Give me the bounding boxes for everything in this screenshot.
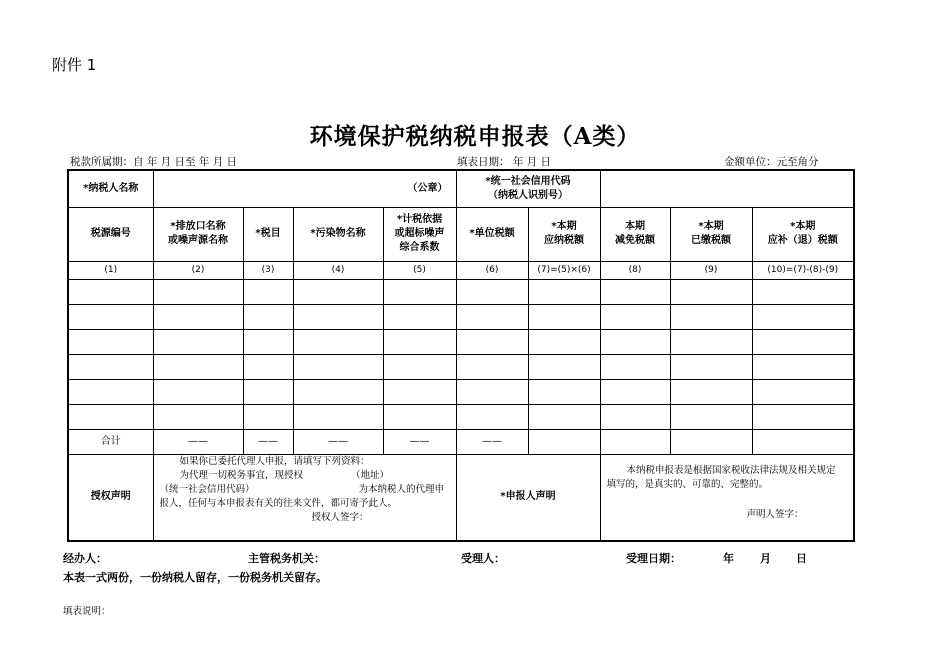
total-row (68, 429, 854, 454)
table-cell[interactable] (528, 379, 600, 404)
table-cell[interactable] (528, 329, 600, 354)
decl-line-1: 本纳税申报表是根据国家税收法律法规及相关规定 (626, 464, 836, 476)
col-header-outlet-name (153, 207, 243, 261)
col-header-tax-item (243, 207, 293, 261)
decl-line-2: 填写的，是真实的、可靠的、完整的。 (606, 478, 769, 490)
col-header-line: *本期 (790, 221, 816, 232)
column-header-row (68, 207, 854, 261)
table-cell[interactable] (293, 354, 383, 379)
table-cell[interactable] (528, 404, 600, 429)
table-cell[interactable] (600, 304, 670, 329)
table-row (68, 379, 854, 404)
table-row (68, 279, 854, 304)
total-label: 合计 (68, 429, 153, 454)
form-title: 环境保护税纳税申报表（A类） (309, 123, 641, 150)
auth-line-1: 如果你已委托代理人申报，请填写下列资料： (179, 455, 370, 467)
table-cell[interactable] (383, 404, 456, 429)
col-header-line: 应补（退）税额 (767, 235, 838, 246)
table-cell[interactable] (153, 354, 243, 379)
table-cell[interactable] (68, 304, 153, 329)
col-number: (7)=(5)×(6) (528, 261, 600, 279)
table-cell[interactable] (68, 404, 153, 429)
total-dash: —— (456, 429, 528, 454)
fill-instructions-label: 填表说明： (63, 606, 111, 617)
table-cell[interactable] (528, 304, 600, 329)
col-number: (5) (383, 261, 456, 279)
copies-note: 本表一式两份，一份纳税人留存，一份税务机关留存。 (63, 571, 327, 584)
total-dash: —— (153, 429, 243, 454)
col-header-line: 税源编号 (90, 228, 131, 239)
credit-code-field[interactable] (600, 170, 854, 207)
table-cell[interactable] (293, 379, 383, 404)
table-cell[interactable] (243, 304, 293, 329)
total-dash: —— (293, 429, 383, 454)
table-cell[interactable] (383, 279, 456, 304)
table-cell[interactable] (600, 279, 670, 304)
authorization-statement (153, 454, 456, 541)
col-header-line: *单位税额 (469, 228, 515, 239)
table-cell[interactable] (293, 329, 383, 354)
table-cell[interactable] (243, 279, 293, 304)
col-header-line: 综合系数 (399, 242, 440, 253)
col-number: (9) (670, 261, 752, 279)
table-cell[interactable] (383, 379, 456, 404)
table-row (68, 404, 854, 429)
table-cell[interactable] (670, 404, 752, 429)
auth-line-2-text: 为代理一切税务事宜，现授权 (179, 469, 304, 481)
seal-label: （公章） (407, 182, 448, 194)
table-cell[interactable] (670, 329, 752, 354)
col-number: (6) (456, 261, 528, 279)
table-cell[interactable] (752, 379, 854, 404)
table-cell[interactable] (600, 379, 670, 404)
col-header-tax-payable (528, 207, 600, 261)
table-cell[interactable] (752, 304, 854, 329)
table-cell[interactable] (456, 379, 528, 404)
col-number: (8) (600, 261, 670, 279)
total-dash: —— (243, 429, 293, 454)
declarant-label: *申报人声明 (456, 454, 600, 541)
auth-line-3-text: （统一社会信用代码） (159, 483, 255, 495)
col-number: (1) (68, 261, 153, 279)
table-cell[interactable] (456, 279, 528, 304)
table-cell[interactable] (68, 354, 153, 379)
taxpayer-name-field[interactable] (153, 170, 456, 207)
taxpayer-name-label: *纳税人名称 (68, 170, 153, 207)
table-cell[interactable] (68, 329, 153, 354)
table-cell[interactable] (456, 304, 528, 329)
table-cell[interactable] (153, 404, 243, 429)
attachment-label: 附件 1 (52, 56, 97, 74)
col-header-tax-paid (670, 207, 752, 261)
total-tax-due[interactable] (752, 429, 854, 454)
table-cell[interactable] (243, 404, 293, 429)
total-tax-exempt[interactable] (600, 429, 670, 454)
table-cell[interactable] (153, 329, 243, 354)
col-header-tax-basis (383, 207, 456, 261)
table-row (68, 329, 854, 354)
table-cell[interactable] (456, 354, 528, 379)
table-cell[interactable] (383, 304, 456, 329)
table-cell[interactable] (383, 354, 456, 379)
receive-date-day: 日 (796, 552, 807, 565)
declaration-row (68, 454, 854, 541)
receiver-label: 受理人： (461, 552, 505, 565)
total-tax-payable[interactable] (528, 429, 600, 454)
total-dash: —— (383, 429, 456, 454)
col-header-tax-exempt (600, 207, 670, 261)
declarant-statement (600, 454, 854, 541)
col-number: (4) (293, 261, 383, 279)
col-header-line: *税目 (255, 228, 281, 239)
col-header-line: 已缴税额 (691, 235, 731, 246)
table-cell[interactable] (528, 354, 600, 379)
table-row (68, 354, 854, 379)
col-header-tax-due (752, 207, 854, 261)
table-cell[interactable] (670, 279, 752, 304)
receive-date-label: 受理日期： (626, 552, 681, 565)
col-header-line: *排放口名称 (170, 221, 226, 232)
credit-code-label-line2: （纳税人识别号） (488, 189, 568, 201)
col-header-line: 或噪声源名称 (168, 235, 228, 246)
col-header-line: 本期 (625, 221, 645, 232)
col-header-line: 减免税额 (615, 235, 655, 246)
auth-address: （地址） (351, 469, 390, 481)
taxpayer-row (68, 170, 854, 207)
col-number: (10)=(7)-(8)-(9) (752, 261, 854, 279)
col-header-line: 应纳税额 (544, 235, 584, 246)
auth-line-3b: 为本纳税人的代理申 (358, 483, 445, 495)
table-cell[interactable] (153, 379, 243, 404)
credit-code-label-line1: *统一社会信用代码 (485, 175, 571, 187)
col-header-line: *污染物名称 (310, 228, 366, 239)
credit-code-label (456, 170, 600, 207)
table-cell[interactable] (600, 329, 670, 354)
table-cell[interactable] (383, 329, 456, 354)
col-header-line: 或超标噪声 (394, 228, 445, 239)
handler-label: 经办人： (63, 552, 107, 565)
table-cell[interactable] (600, 354, 670, 379)
auth-line-3 (154, 483, 456, 497)
table-cell[interactable] (528, 279, 600, 304)
table-cell[interactable] (752, 279, 854, 304)
table-cell[interactable] (243, 354, 293, 379)
table-cell[interactable] (600, 404, 670, 429)
authorization-label: 授权声明 (68, 454, 153, 541)
table-cell[interactable] (243, 329, 293, 354)
col-number: (2) (153, 261, 243, 279)
table-cell[interactable] (68, 279, 153, 304)
table-cell[interactable] (752, 329, 854, 354)
col-header-line: *本期 (551, 221, 577, 232)
receive-date-month: 月 (760, 552, 771, 565)
auth-line-4: 报人，任何与本申报表有关的往来文件，都可寄予此人。 (159, 497, 398, 509)
table-cell[interactable] (752, 354, 854, 379)
decl-signature: 声明人签字： (746, 508, 804, 520)
table-cell[interactable] (293, 404, 383, 429)
tax-return-table (67, 169, 855, 542)
table-cell[interactable] (293, 279, 383, 304)
col-header-unit-tax (456, 207, 528, 261)
col-number: (3) (243, 261, 293, 279)
col-header-line: *本期 (698, 221, 724, 232)
tax-authority-label: 主管税务机关： (248, 552, 325, 565)
table-cell[interactable] (456, 404, 528, 429)
table-cell[interactable] (243, 379, 293, 404)
table-cell[interactable] (752, 404, 854, 429)
receive-date-year: 年 (723, 552, 734, 565)
table-cell[interactable] (670, 354, 752, 379)
table-row (68, 304, 854, 329)
column-number-row (68, 261, 854, 279)
table-cell[interactable] (670, 379, 752, 404)
col-header-pollutant (293, 207, 383, 261)
fill-date: 填表日期： 年 月 日 (457, 156, 552, 168)
amount-unit: 金额单位：元至角分 (724, 156, 819, 168)
table-cell[interactable] (153, 304, 243, 329)
auth-line-2 (154, 469, 456, 483)
table-cell[interactable] (456, 329, 528, 354)
table-cell[interactable] (153, 279, 243, 304)
total-tax-paid[interactable] (670, 429, 752, 454)
auth-signature: 授权人签字： (311, 511, 369, 523)
table-cell[interactable] (670, 304, 752, 329)
table-cell[interactable] (68, 379, 153, 404)
col-header-line: *计税依据 (396, 214, 443, 225)
tax-period: 税款所属期：自 年 月 日至 年 月 日 (70, 156, 238, 168)
col-header-source-id (68, 207, 153, 261)
table-cell[interactable] (293, 304, 383, 329)
